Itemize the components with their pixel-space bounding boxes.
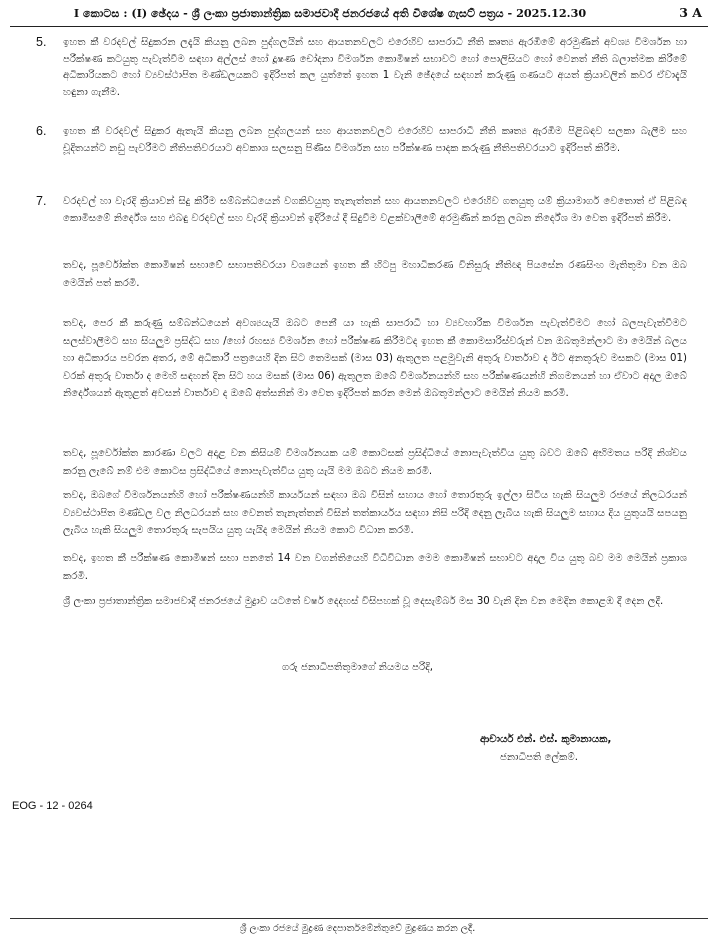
item-number: 5. <box>36 35 47 49</box>
item-number: 7. <box>36 194 47 208</box>
signature-block <box>480 731 700 767</box>
item-text: ඉහත කී වරදවල් සිදුකරන ලදැයි කියනු ලබන පුද්ගලයින් සහ ආයතනවලට එරෙහිව සාපරාධී නීති කෘත්‍ය ඇරඹීමේ අරමුණින් අවශ්‍ය විමර්ශන හා පරීක්ෂණ කටයුතු පැවැත්වීම සඳහා අල්ලස් හෝ දූෂණ චෝදනා විමර්ශන කොමිෂන් සභාවට හෝ පොලිසියට හෝ වෙනත් නීති බලාත්මක කිරීමේ අධිකාරියකට හෝ ව්‍යවස්ථාපිත මණ්ඩලයකට ඉදිරිපත් කල යුත්තේ ඉහත 1 වැනි ඡේදයේ සඳහන් කරුණු ගණයට අයත් ක්‍රියාවලින් කවර ඒවාදැයි හඳුනා ගැනීම. <box>63 37 687 98</box>
item-number: 6. <box>36 124 47 138</box>
item-text: වරදවල් හා වැරදි ක්‍රියාවන් සිදු කිරීම සම්බන්ධයෙන් වගකිවයුතු තැනැත්තන් සහ ආයතනවලට එරෙහිව ගතයුතු යම් ක්‍රියාමාර්ග වෙතොත් ඒ පිළිබඳ කොමිසමේ නිර්දේශ සහ එබඳු වරදවල් සහ වැරදි ක්‍රියාවන් ඉදිරියේ දී සිදුවීම වළක්වාලීමේ අරමුණින් කරනු ලබන නිර්දේශ මා වෙත ඉදිරිපත් කිරීම. <box>63 196 687 224</box>
paragraph-given-under-seal: ශ්‍රී ලංකා ප්‍රජාතාන්ත්‍රික සමාජවාදී ජනරජයේ මුද්‍රාව යටතේ වර්ෂ දෙදහස් විසිපහක් වූ දෙසැම්බර් මස 30 වැනි දින වන මෙදින කොළඹ දී දෙන ලදී. <box>63 596 664 607</box>
footer-divider <box>10 918 708 919</box>
item-text: ඉහත කී වරදවල් සිදුකර ඇතැයි කියනු ලබන පුද්ගලයන් සහ ආයතනවලට එරෙහිව සාපරාධී නීති කෘත්‍ය ඇරඹීම පිළිබඳව සලකා බැලීම සහ චූදිතයන්ට නඩු පැවරීමට නීතිපතිවරයාට අවකාශ සලසනු පිණිස විමර්ශන සහ පරීක්ෂණ පාදක කරුණු නීතිපතිවරයාට ඉදිරිපත් කිරීම. <box>63 126 687 154</box>
page-number: 3 A <box>679 5 702 20</box>
printer-footer: ශ්‍රී ලංකා රජයේ මුද්‍රණ දෙපාර්තමේන්තුවේ මුද්‍රණය කරන ලදී. <box>239 923 476 934</box>
paragraph-section-14: තවද, ඉහත කී පරීක්ෂණ කොමිෂන් සභා පනතේ 14 වන වගන්තියෙහි විධිවිධාන මෙම කොමිෂන් සභාවට අදාල විය යුතු බව මම මෙයින් ප්‍රකාශ කරමි. <box>63 553 687 582</box>
signatory-name: ආචාර්ය එන්. එස්. කුමානායක, <box>480 734 612 745</box>
gazette-header <box>10 2 708 27</box>
document-code: EOG - 12 - 0264 <box>12 800 93 812</box>
order-line: ගරු ජනාධිපතිතුමාගේ නියමය පරිදි, <box>282 662 433 673</box>
paragraph-appointment: තවද, පූර්වෝක්ත කොමිෂන් සභාවේ සභාපතිවරයා වශයෙන් ඉහත කී හිටපු මහාධිකරණ විනිසුරු නීතිඥ පියසේන රණසිංහ මැතිතුමා වන ඔබ මෙයින් පත් කරමි. <box>63 260 687 289</box>
header-title: I කොටස : (I) ඡේදය - ශ්‍රී ලංකා ප්‍රජාතාන්ත්‍රික සමාජවාදී ජනරජයේ අති විශේෂ ගැසට් පත්‍රය - 2025.12.30 <box>73 6 587 20</box>
paragraph-assistance: තවද, ඔබගේ විමර්ශනයන්හි හෝ පරීක්ෂණයන්හි කාර්යයන් සඳහා ඔබ විසින් සහාය හෝ තොරතුරු ඉල්ලා සිටිය හැකි සියලුම රජයේ නිලධරයන් ව්‍යවස්ථාපිත මණ්ඩල වල නිලධරයන් සහ වෙනත් තැනැත්තන් විසින් තත්කාර්යය සඳහා නිසි පරිදි දෙනු ලැබිය හැකි සියලුම සහාය දිය යුතුයයි සපයනු ලැබිය හැකි සියලුම තොරතුරු සැපයිය යුතු යැයිද මෙයින් නියම කොට විධාන කරමි. <box>63 490 687 536</box>
paragraph-authority: තවද, පෙර කී කරුණු සම්බන්ධයෙන් අවශ්‍යයැයි ඔබට පෙනී යා හැකි සාපරාධී හා ව්‍යවහාරික විමර්ශන පැවැත්වීමට හෝ බලපැවැත්වීමට සලස්වාලීමට සහ සියලුම ප්‍රසිද්ධ සහ /හෝ රහස්‍ය විමර්ශන හෝ පරීක්ෂණ කිරීමටද ඉහත කී කොමසාරිස්වරුන් වන ඔබතුමන්ලාට මා මෙයින් බලය හා අධිකාරය පවරන අතර, මේ අධිකාරී පත්‍රයෙහි දින සිට තෙමසක් (මාස 03) ඇතුලත පළමුවැනි අතුරු වාර්තාව ද ඊට අනතුරුව මසකට (මාස 01) වරක් අතුරු වාර්තා ද මෙහි සඳහන් දින සිට හය මසක් (මාස 06) ඇතුලත ඔබේ විමර්ශනයන්හි සහ පරීක්ෂණයන්හි නිගමනයන් හා ඒවාට අදාල ඔබේ නිර්දේශයන් ඇතුළත් අවසන් වාර්තාව ද ඔබේ අත්සනින් මා වෙත ඉදිරිපත් කරන මෙන් ඔබතුමන්ලාට මෙයින් නියම කරමි. <box>63 318 687 399</box>
paragraph-private-inquiry: තවද, පූර්වෝක්ත කාරණා වලට අදාළ වන කිසියම් විමර්ශනයක යම් කොටසක් ප්‍රසිද්ධියේ නොපැවැත්විය යුතු බවට ඔබේ අභිමතය පරිදි නිශ්චය කරනු ලැබේ නම් එම කොටස ප්‍රසිද්ධියේ නොපැවැත්විය යුතු යැයි මම ඔබට නියම කරමි. <box>63 448 687 477</box>
signatory-title: ජනාධිපති ලේකම්. <box>500 752 579 763</box>
